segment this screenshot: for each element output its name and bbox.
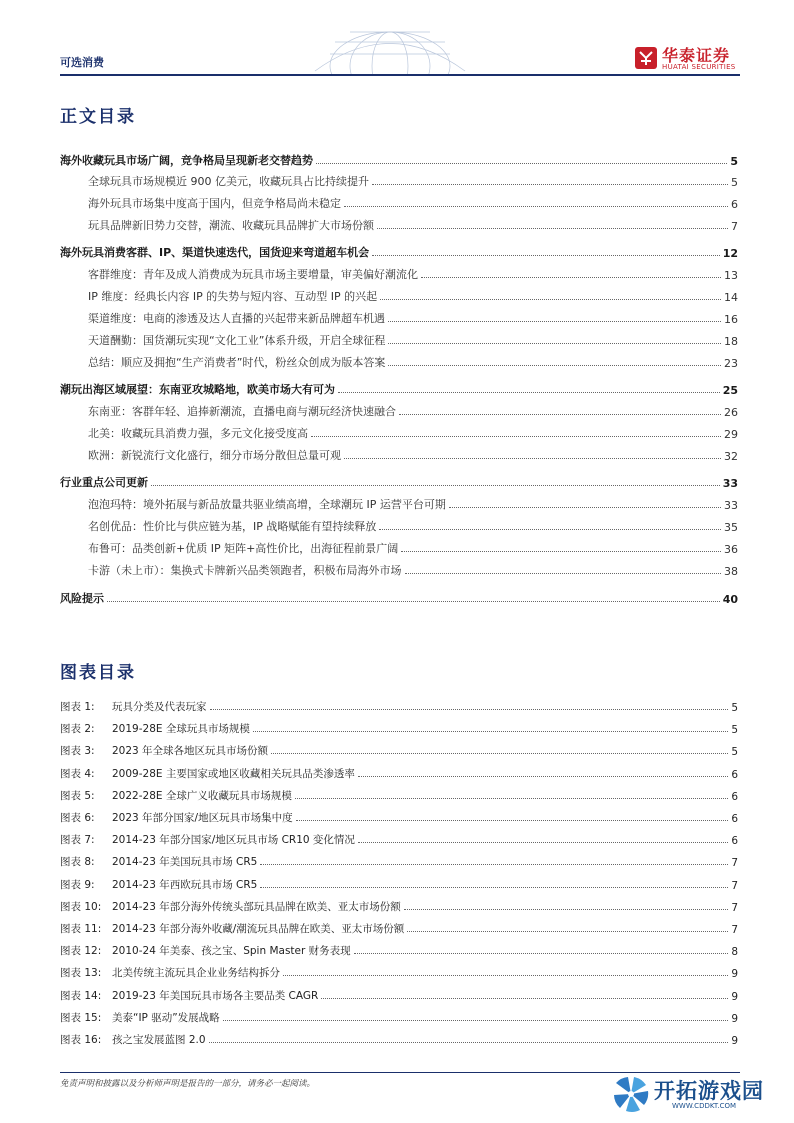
dot-leader	[372, 184, 728, 185]
figure-title: 玩具分类及代表玩家	[112, 701, 207, 713]
toc-chapter-row[interactable]	[60, 470, 738, 490]
dot-leader	[296, 820, 729, 821]
figure-row[interactable]	[60, 1005, 738, 1025]
figure-title: 2022-28E 全球广义收藏玩具市场规模	[112, 789, 292, 802]
figure-number: 图表 11:	[60, 923, 102, 935]
page-header	[0, 0, 794, 80]
dot-leader	[388, 365, 721, 366]
dot-leader	[283, 975, 728, 976]
dot-leader	[344, 206, 728, 207]
dot-leader	[421, 277, 721, 278]
globe-graphic	[305, 26, 475, 76]
dot-leader	[388, 343, 721, 344]
figure-number: 图表 12:	[60, 945, 102, 958]
logo-english: HUATAI SECURITIES	[662, 63, 736, 71]
toc-section-row[interactable]	[60, 492, 738, 512]
dot-leader	[316, 163, 727, 164]
toc-entry-title: 全球玩具市场规模近 900 亿美元，收藏玩具占比持续提升	[88, 175, 369, 188]
figure-page-number: 7	[731, 879, 738, 892]
toc-entry-title: 卡游（未上市）：集换式卡牌新兴品类领跑者，积极布局海外市场	[88, 564, 402, 577]
toc-section-row[interactable]	[60, 328, 738, 348]
figure-number: 图表 9:	[60, 878, 95, 891]
toc-entry-title: 北美：收藏玩具消费力强，多元文化接受度高	[88, 427, 308, 440]
figure-title: 2019-23 年美国玩具市场各主要品类 CAGR	[112, 989, 319, 1002]
figure-title: 2014-23 年部分海外传统头部玩具品牌在欧美、亚太市场份额	[112, 900, 401, 913]
toc-page-number: 29	[724, 428, 738, 441]
figure-title: 2014-23 年部分海外收藏/潮流玩具品牌在欧美、亚太市场份额	[112, 923, 405, 935]
toc-section-row[interactable]	[60, 213, 738, 233]
toc-entry-title: 玩具品牌新旧势力交替，潮流、收藏玩具品牌扩大市场份额	[88, 219, 374, 232]
figure-page-number: 7	[731, 924, 738, 936]
toc-page-number: 25	[722, 384, 738, 397]
toc-entry-title: 布鲁可：品类创新+优质 IP 矩阵+高性价比，出海征程前景广阔	[88, 542, 399, 555]
toc-entry-title: 行业重点公司更新	[60, 476, 148, 489]
toc-page-number: 12	[722, 247, 738, 260]
toc-section-row[interactable]	[60, 443, 738, 463]
dot-leader	[358, 842, 728, 843]
figure-row[interactable]	[60, 938, 738, 958]
figure-page-number: 5	[731, 746, 738, 759]
toc-page-number: 33	[722, 477, 738, 490]
figure-number: 图表 10:	[60, 900, 102, 913]
figure-number: 图表 3:	[60, 745, 95, 758]
toc-page-number: 14	[724, 291, 738, 304]
figure-page-number: 5	[731, 724, 738, 737]
huatai-logo-icon	[634, 46, 658, 70]
toc-entry-title: 天道酬勤：国货潮玩实现“文化工业”体系升级，开启全球征程	[88, 334, 386, 347]
watermark-url: WWW.CDDKT.COM	[672, 1102, 737, 1110]
toc-chapter-row[interactable]	[60, 148, 738, 168]
toc-chapter-row[interactable]	[60, 377, 738, 397]
dot-leader	[407, 931, 728, 932]
figures-title: 图表目录	[60, 663, 136, 683]
toc-entry-title: 泡泡玛特：境外拓展与新品放量共驱业绩高增，全球潮玩 IP 运营平台可期	[88, 498, 446, 511]
logo-chinese: 华泰证券	[662, 46, 731, 65]
dot-leader	[271, 753, 728, 754]
toc-entry-title: 欧洲：新锐流行文化盛行，细分市场分散但总量可观	[88, 449, 341, 462]
toc-page-number: 36	[724, 543, 738, 556]
figure-number: 图表 4:	[60, 767, 95, 780]
toc-section-row[interactable]	[60, 350, 738, 370]
figure-number: 图表 13:	[60, 967, 102, 980]
dot-leader	[372, 255, 720, 256]
toc-entry-title: 东南亚：客群年轻、追捧新潮流，直播电商与潮玩经济快速融合	[88, 405, 396, 418]
watermark-logo	[612, 1073, 788, 1117]
figure-row[interactable]	[60, 872, 738, 892]
figure-page-number: 6	[731, 790, 738, 803]
toc-entry-title: 风险提示	[60, 592, 104, 605]
figure-number: 图表 6:	[60, 812, 95, 824]
figure-page-number: 9	[731, 1012, 738, 1025]
figure-row[interactable]	[60, 738, 738, 758]
figure-title: 2023 年全球各地区玩具市场份额	[112, 745, 269, 758]
fan-icon	[612, 1075, 650, 1113]
dot-leader	[344, 458, 721, 459]
figure-title: 2019-28E 全球玩具市场规模	[112, 723, 250, 736]
toc-page-number: 26	[724, 406, 738, 419]
toc-entry-title: 名创优品：性价比与供应链为基，IP 战略赋能有望持续释放	[88, 520, 377, 533]
dot-leader	[449, 507, 721, 508]
figure-row[interactable]	[60, 694, 738, 714]
toc-section-row[interactable]	[60, 284, 738, 304]
figure-row[interactable]	[60, 805, 738, 825]
figure-title: 2009-28E 主要国家或地区收藏相关玩具品类渗透率	[112, 767, 355, 780]
toc-section-row[interactable]	[60, 169, 738, 189]
dot-leader	[321, 998, 728, 999]
figure-row[interactable]	[60, 827, 738, 847]
dot-leader	[401, 551, 721, 552]
dot-leader	[210, 709, 729, 710]
figure-title: 美泰“IP 驱动”发展战略	[112, 1011, 220, 1024]
figure-number: 图表 15:	[60, 1011, 102, 1024]
dot-leader	[354, 953, 729, 954]
dot-leader	[107, 601, 720, 602]
figure-row[interactable]	[60, 716, 738, 736]
toc-page-number: 40	[722, 593, 738, 606]
toc-page-number: 6	[731, 198, 738, 211]
toc-entry-title: 海外玩具市场集中度高于国内，但竞争格局尚未稳定	[88, 197, 341, 210]
figure-number: 图表 16:	[60, 1034, 102, 1046]
toc-entry-title: 潮玩出海区域展望：东南亚攻城略地，欧美市场大有可为	[60, 383, 335, 396]
figure-page-number: 6	[731, 768, 738, 781]
toc-entry-title: 海外玩具消费客群、IP、渠道快速迭代，国货迎来弯道超车机会	[60, 246, 370, 259]
disclaimer-text: 免责声明和披露以及分析师声明是报告的一部分，请务必一起阅读。	[60, 1079, 316, 1089]
figure-number: 图表 2:	[60, 723, 95, 736]
toc-section-row[interactable]	[60, 262, 738, 282]
figure-title: 孩之宝发展蓝图 2.0	[112, 1034, 206, 1046]
toc-page-number: 16	[724, 313, 738, 326]
toc-entry-title: IP 维度：经典长内容 IP 的失势与短内容、互动型 IP 的兴起	[88, 290, 378, 303]
figure-number: 图表 14:	[60, 989, 102, 1002]
figure-row[interactable]	[60, 1027, 738, 1047]
toc-title: 正文目录	[60, 107, 136, 127]
figure-page-number: 8	[731, 946, 738, 959]
figure-page-number: 9	[731, 968, 738, 981]
dot-leader	[405, 573, 722, 574]
dot-leader	[260, 887, 728, 888]
figure-number: 图表 5:	[60, 789, 95, 802]
figure-number: 图表 1:	[60, 701, 95, 713]
toc-section-row[interactable]	[60, 421, 738, 441]
dot-leader	[404, 909, 729, 910]
toc-entry-title: 海外收藏玩具市场广阔，竞争格局呈现新老交替趋势	[60, 154, 313, 167]
figure-title: 北美传统主流玩具企业业务结构拆分	[112, 967, 280, 980]
toc-page-number: 23	[724, 357, 738, 370]
dot-leader	[260, 864, 728, 865]
toc-page-number: 7	[731, 220, 738, 233]
toc-entry-title: 总结：顺应及拥抱“生产消费者”时代，粉丝众创成为版本答案	[88, 356, 386, 369]
figure-title: 2014-23 年部分国家/地区玩具市场 CR10 变化情况	[112, 834, 355, 847]
figure-page-number: 6	[731, 813, 738, 825]
figure-page-number: 7	[731, 857, 738, 870]
figure-row[interactable]	[60, 983, 738, 1003]
figure-page-number: 7	[731, 901, 738, 914]
figure-row[interactable]	[60, 894, 738, 914]
toc-page-number: 5	[731, 176, 738, 189]
figure-row[interactable]	[60, 849, 738, 869]
watermark-chinese: 开拓游戏园	[654, 1079, 764, 1103]
dot-leader	[388, 321, 721, 322]
toc-section-row[interactable]	[60, 536, 738, 556]
toc-entry-title: 渠道维度：电商的渗透及达人直播的兴起带来新品牌超车机遇	[88, 312, 385, 325]
dot-leader	[380, 299, 721, 300]
toc-section-row[interactable]	[60, 514, 738, 534]
figure-title: 2023 年部分国家/地区玩具市场集中度	[112, 812, 293, 824]
dot-leader	[338, 392, 720, 393]
dot-leader	[399, 414, 721, 415]
toc-page-number: 32	[724, 450, 738, 463]
dot-leader	[253, 731, 728, 732]
figure-page-number: 9	[731, 990, 738, 1003]
toc-section-row[interactable]	[60, 399, 738, 419]
dot-leader	[311, 436, 721, 437]
dot-leader	[223, 1020, 729, 1021]
dot-leader	[377, 228, 728, 229]
figure-number: 图表 8:	[60, 856, 95, 869]
toc-entry-title: 客群维度：青年及成人消费成为玩具市场主要增量，审美偏好潮流化	[88, 268, 418, 281]
dot-leader	[151, 485, 720, 486]
toc-chapter-row[interactable]	[60, 586, 738, 606]
section-label: 可选消费	[60, 56, 104, 69]
figure-row[interactable]	[60, 916, 738, 936]
toc-section-row[interactable]	[60, 558, 738, 578]
figure-title: 2014-23 年美国玩具市场 CR5	[112, 856, 258, 869]
figure-page-number: 6	[731, 835, 738, 848]
toc-page-number: 33	[724, 499, 738, 512]
toc-chapter-row[interactable]	[60, 240, 738, 260]
dot-leader	[209, 1042, 729, 1043]
figure-row[interactable]	[60, 960, 738, 980]
figure-page-number: 9	[731, 1035, 738, 1047]
dot-leader	[379, 529, 721, 530]
header-rule	[60, 74, 740, 76]
toc-section-row[interactable]	[60, 306, 738, 326]
toc-page-number: 35	[724, 521, 738, 534]
dot-leader	[295, 798, 728, 799]
toc-section-row[interactable]	[60, 191, 738, 211]
toc-page-number: 5	[730, 155, 738, 168]
figure-title: 2014-23 年西欧玩具市场 CR5	[112, 878, 258, 891]
dot-leader	[358, 776, 728, 777]
figure-title: 2010-24 年美泰、孩之宝、Spin Master 财务表现	[112, 945, 351, 958]
toc-page-number: 13	[724, 269, 738, 282]
figure-page-number: 5	[731, 702, 738, 714]
toc-page-number: 38	[724, 565, 738, 578]
figure-number: 图表 7:	[60, 834, 95, 847]
figure-row[interactable]	[60, 783, 738, 803]
figure-row[interactable]	[60, 761, 738, 781]
toc-page-number: 18	[724, 335, 738, 348]
